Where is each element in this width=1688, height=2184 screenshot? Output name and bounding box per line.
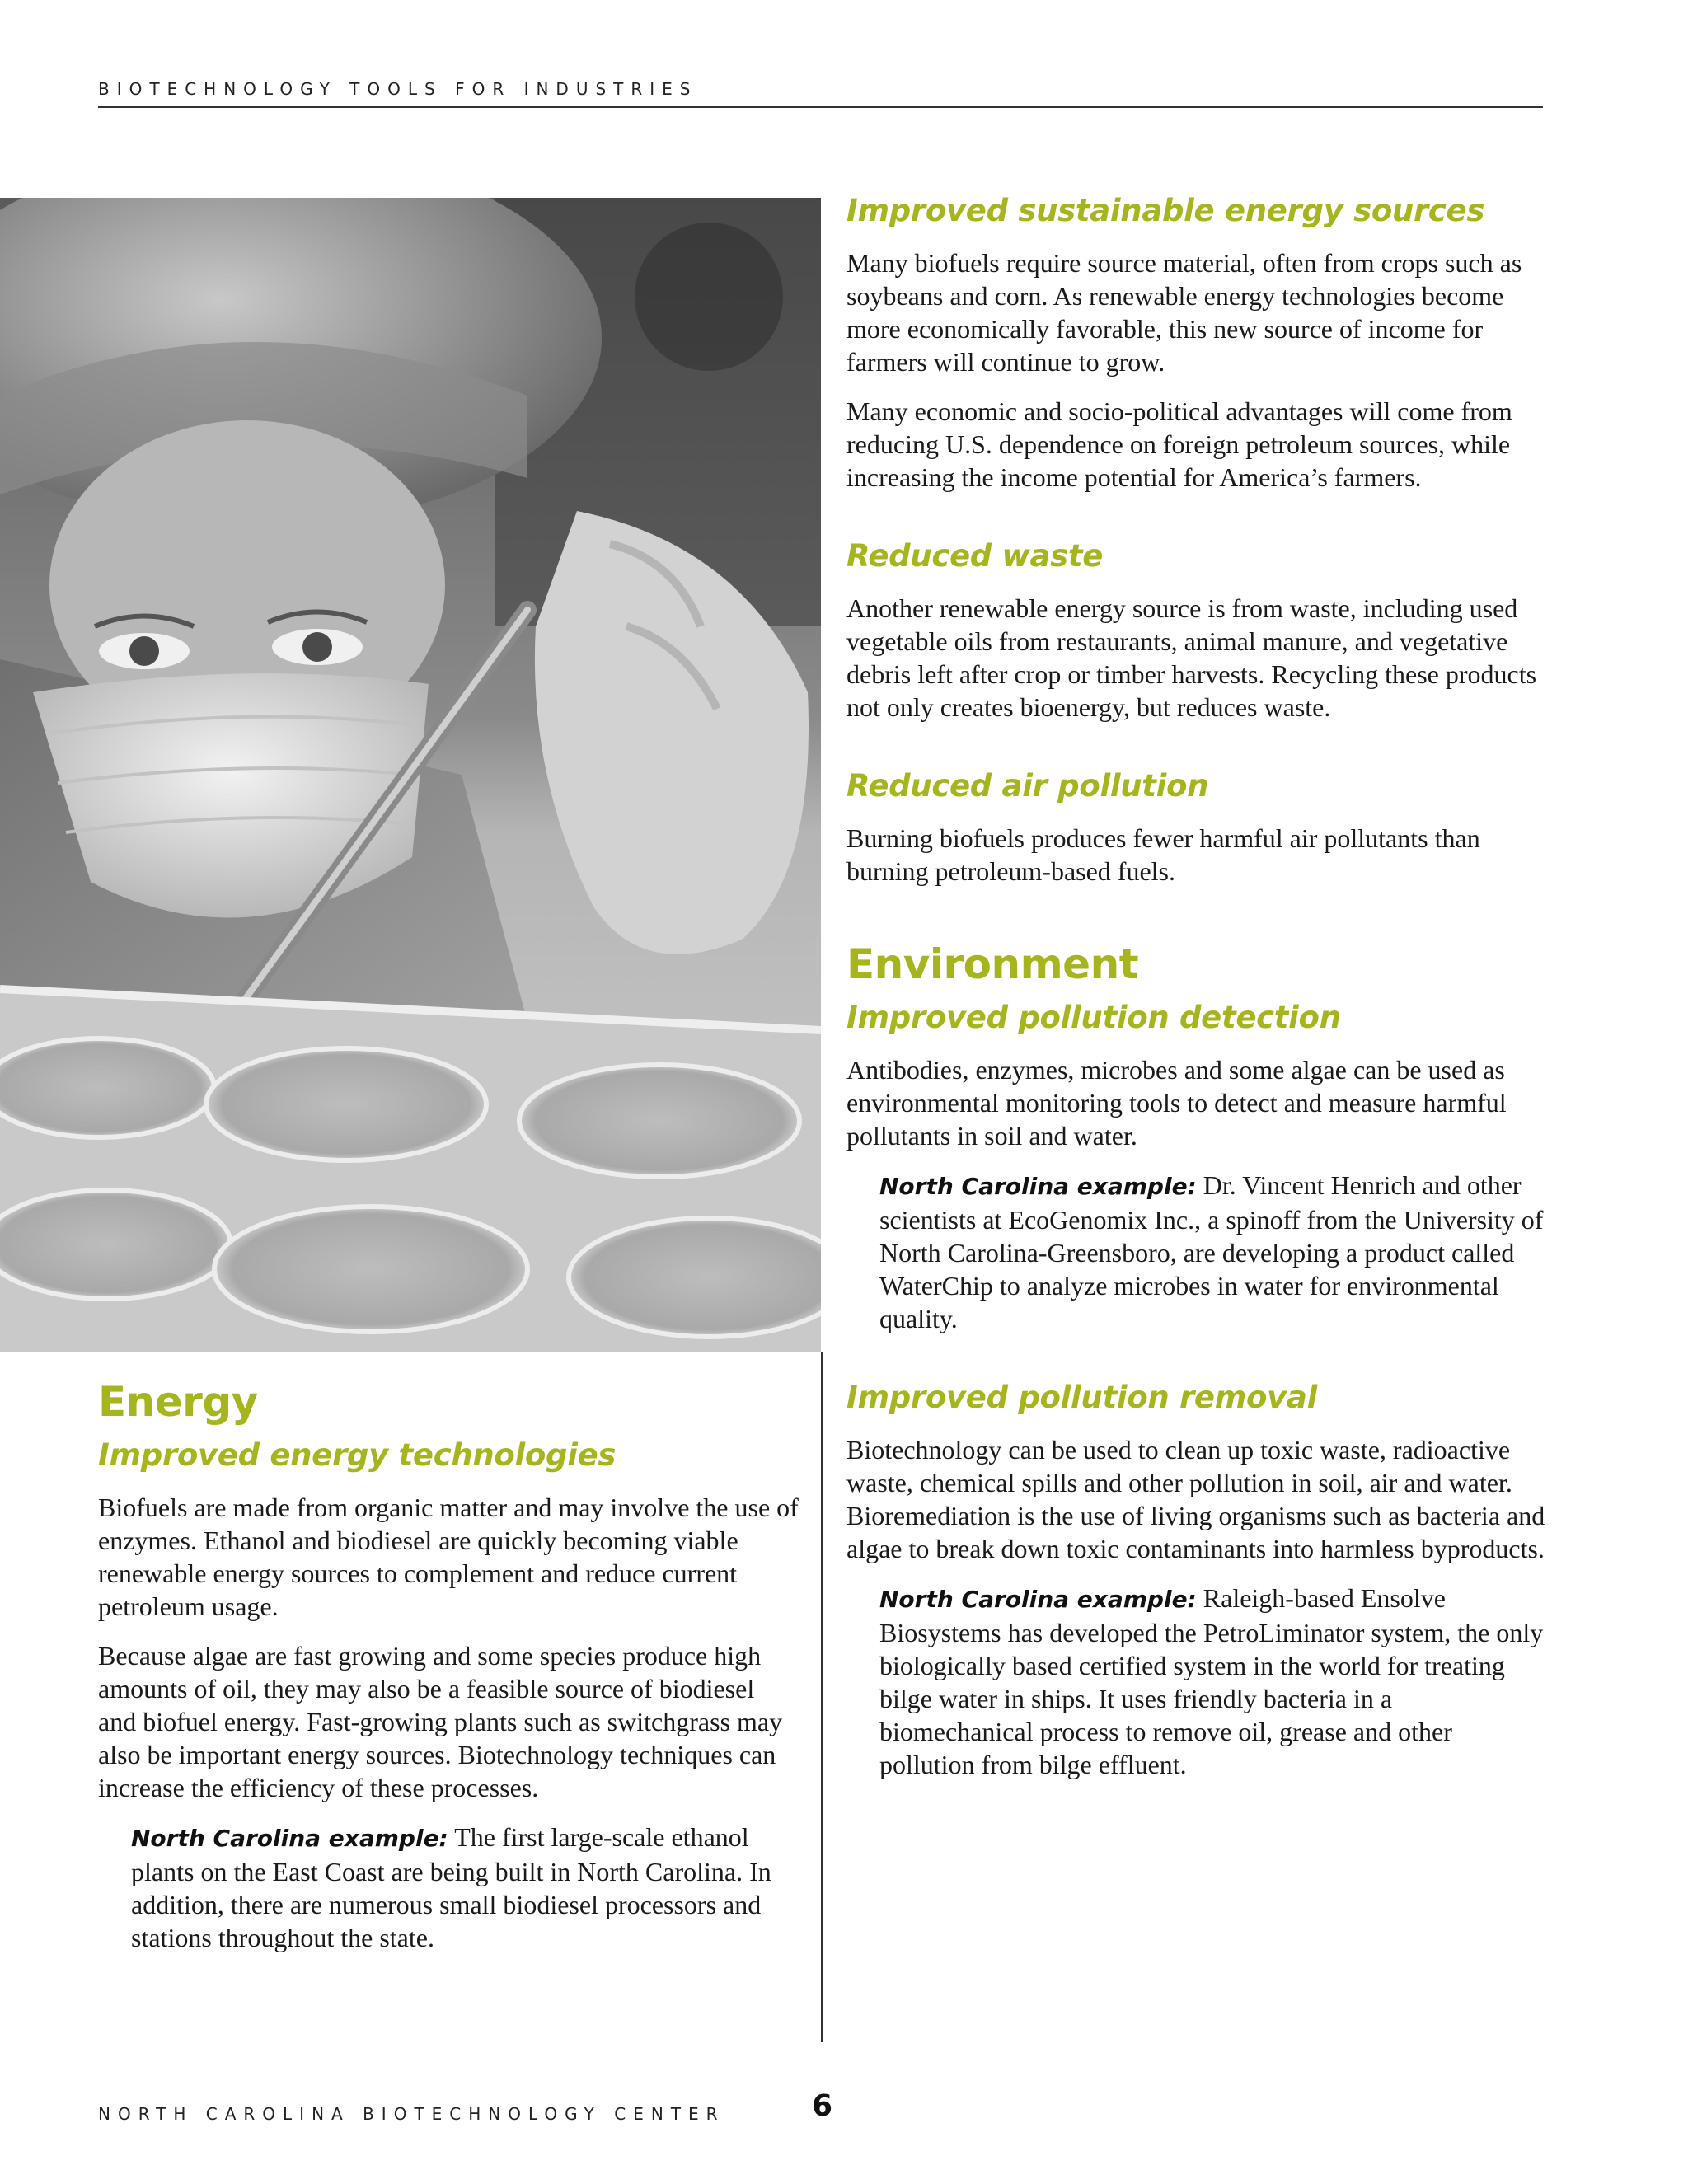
pollution-removal-paragraph: Biotechnology can be used to clean up toxic waste, radioactive waste, chemical spills and other pollution in soil, air and water. Bioremediation is the use of living organisms such as bacteria and algae to break down toxic contaminants into harmless byproducts.	[846, 1435, 1545, 1563]
energy-technologies-paragraph-2: Because algae are fast growing and some species produce high amounts of oil, they may also be a feasible source of biodiesel and biofuel energy. Fast-growing plants such as switchgrass may also be important energy sources. Biotechnology techniques can increase the efficiency of these processes.	[98, 1641, 783, 1802]
reduced-air-pollution-paragraph: Burning biofuels produces fewer harmful air pollutants than burning petroleum-based fuels.	[846, 823, 1480, 886]
reduced-waste-subheading: Reduced waste	[846, 538, 1104, 574]
lab-photo	[0, 198, 821, 1352]
header-rule	[98, 106, 1543, 108]
sustainable-paragraph-1: Many biofuels require source material, often from crops such as soybeans and corn. As renewable energy technologies become more economically favorable, this new source of income for farmers will continue to grow.	[846, 248, 1522, 377]
sustainable-energy-subheading: Improved sustainable energy sources	[846, 193, 1485, 228]
pollution-detection-subheading: Improved pollution detection	[846, 1000, 1341, 1035]
page-number: 6	[812, 2089, 833, 2123]
detection-nc-example	[879, 1169, 1547, 1335]
energy-technologies-paragraph-1: Biofuels are made from organic matter and may involve the use of enzymes. Ethanol and biodiesel are quickly becoming viable renewable energy sources to complement and reduce current petroleum usage.	[98, 1493, 799, 1621]
footer-organization: NORTH CAROLINA BIOTECHNOLOGY CENTER	[98, 2104, 725, 2124]
energy-nc-example	[131, 1821, 799, 1954]
environment-heading: Environment	[846, 940, 1139, 988]
example-label: North Carolina example:	[879, 1173, 1197, 1200]
pollution-removal-subheading: Improved pollution removal	[846, 1380, 1317, 1415]
reduced-waste-paragraph: Another renewable energy source is from waste, including used vegetable oils from restaurants, animal manure, and vegetative debris left after crop or timber harvests. Recycling these products not only creates bioenergy, but reduces waste.	[846, 593, 1537, 722]
energy-heading: Energy	[98, 1378, 258, 1426]
example-label: North Carolina example:	[131, 1825, 448, 1852]
column-divider	[821, 1352, 823, 2042]
right-column	[846, 193, 1547, 1797]
example-label: North Carolina example:	[879, 1586, 1197, 1613]
sustainable-paragraph-2: Many economic and socio-political advantages will come from reducing U.S. dependence on foreign petroleum sources, while increasing the income potential for America’s farmers.	[846, 396, 1512, 492]
example-text: The first large-scale ethanol plants on the East Coast are being built in North Carolina. In addition, there are numerous small biodiesel processors and stations throughout the state.	[131, 1822, 771, 1952]
pollution-detection-paragraph: Antibodies, enzymes, microbes and some algae can be used as environmental monitoring tools to detect and measure harmful pollutants in soil and water.	[846, 1055, 1507, 1151]
running-header: BIOTECHNOLOGY TOOLS FOR INDUSTRIES	[98, 79, 698, 99]
example-text: Dr. Vincent Henrich and other scientists at EcoGenomix Inc., a spinoff from the University of North Carolina-Greensboro, are developing a product called WaterChip to analyze microbes in water for environmental quality.	[879, 1170, 1544, 1333]
example-text: Raleigh-based Ensolve Biosystems has developed the PetroLiminator system, the only biologically based certified system in the world for treating bilge water in ships. It uses friendly bacteria in a biomechanical process to remove oil, grease and other pollution from bilge effluent.	[879, 1583, 1544, 1779]
left-column	[98, 1378, 799, 1971]
removal-nc-example	[879, 1582, 1547, 1781]
reduced-air-pollution-subheading: Reduced air pollution	[846, 768, 1209, 804]
energy-technologies-subheading: Improved energy technologies	[98, 1437, 617, 1473]
